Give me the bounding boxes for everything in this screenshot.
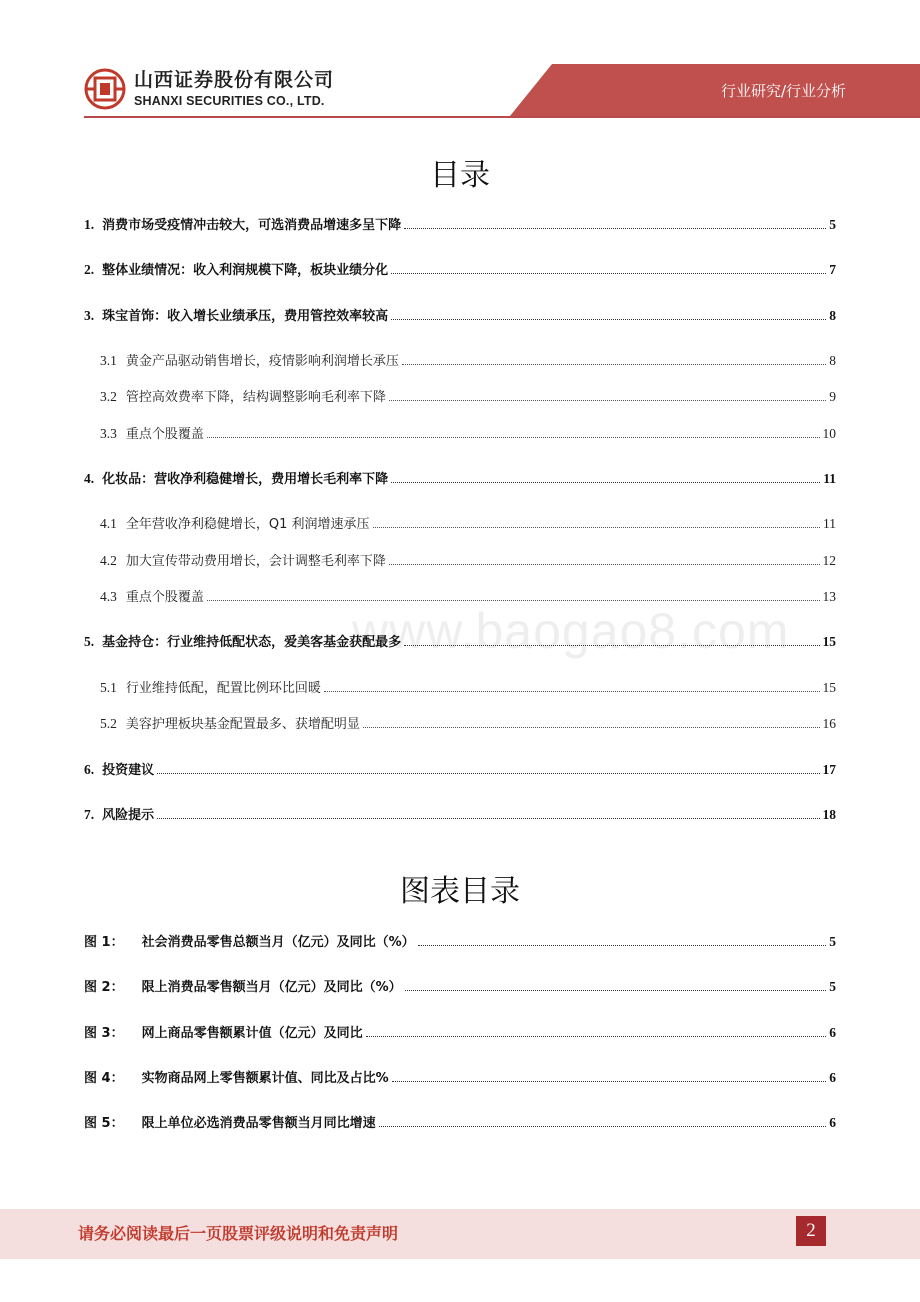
header-band	[510, 64, 920, 116]
toc-entry-3-1[interactable]: 3.1 黄金产品驱动销售增长，疫情影响利润增长承压 8	[100, 353, 836, 369]
figure-toc-title: 图表目录	[400, 874, 520, 909]
figure-entry-3[interactable]: 图 3： 网上商品零售额累计值（亿元）及同比 6	[84, 1025, 836, 1041]
toc-entry-3-3[interactable]: 3.3 重点个股覆盖 10	[100, 426, 836, 442]
toc-entry-4-3[interactable]: 4.3 重点个股覆盖 13	[100, 589, 836, 605]
toc-entry-6[interactable]: 6. 投资建议 17	[84, 762, 836, 778]
company-logo-icon	[84, 68, 126, 110]
figure-entry-2[interactable]: 图 2： 限上消费品零售额当月（亿元）及同比（%） 5	[84, 979, 836, 995]
header-divider	[84, 116, 920, 118]
toc-entry-1[interactable]: 1. 消费市场受疫情冲击较大，可选消费品增速多呈下降 5	[84, 217, 836, 233]
toc-entry-4[interactable]: 4. 化妆品：营收净利稳健增长，费用增长毛利率下降 11	[84, 471, 836, 487]
toc-title: 目录	[430, 158, 490, 193]
company-name-en: SHANXI SECURITIES CO., LTD.	[134, 93, 325, 108]
toc-entry-5-2[interactable]: 5.2 美容护理板块基金配置最多、获增配明显 16	[100, 716, 836, 732]
toc-entry-2[interactable]: 2. 整体业绩情况：收入利润规模下降，板块业绩分化 7	[84, 262, 836, 278]
figure-entry-4[interactable]: 图 4： 实物商品网上零售额累计值、同比及占比% 6	[84, 1070, 836, 1086]
toc-entry-5[interactable]: 5. 基金持仓：行业维持低配状态，爱美客基金获配最多 15	[84, 634, 836, 650]
page-number: 2	[796, 1216, 826, 1246]
page-header	[0, 0, 920, 118]
toc-entry-7[interactable]: 7. 风险提示 18	[84, 807, 836, 823]
toc-entry-5-1[interactable]: 5.1 行业维持低配，配置比例环比回暖 15	[100, 680, 836, 696]
company-name-cn: 山西证券股份有限公司	[134, 68, 335, 91]
figure-entry-1[interactable]: 图 1： 社会消费品零售总额当月（亿元）及同比（%） 5	[84, 934, 836, 950]
company-logo	[84, 68, 334, 110]
toc-entry-4-2[interactable]: 4.2 加大宣传带动费用增长，会计调整毛利率下降 12	[100, 553, 836, 569]
toc-entry-3-2[interactable]: 3.2 管控高效费率下降，结构调整影响毛利率下降 9	[100, 389, 836, 405]
figure-entry-5[interactable]: 图 5： 限上单位必选消费品零售额当月同比增速 6	[84, 1115, 836, 1131]
watermark: www.baogao8.com	[352, 603, 790, 659]
toc-entry-4-1[interactable]: 4.1 全年营收净利稳健增长，Q1 利润增速承压 11	[100, 516, 836, 532]
disclaimer-notice: 请务必阅读最后一页股票评级说明和免责声明	[78, 1224, 399, 1243]
report-category: 行业研究/行业分析	[720, 82, 846, 100]
toc-entry-3[interactable]: 3. 珠宝首饰：收入增长业绩承压，费用管控效率较高 8	[84, 308, 836, 324]
